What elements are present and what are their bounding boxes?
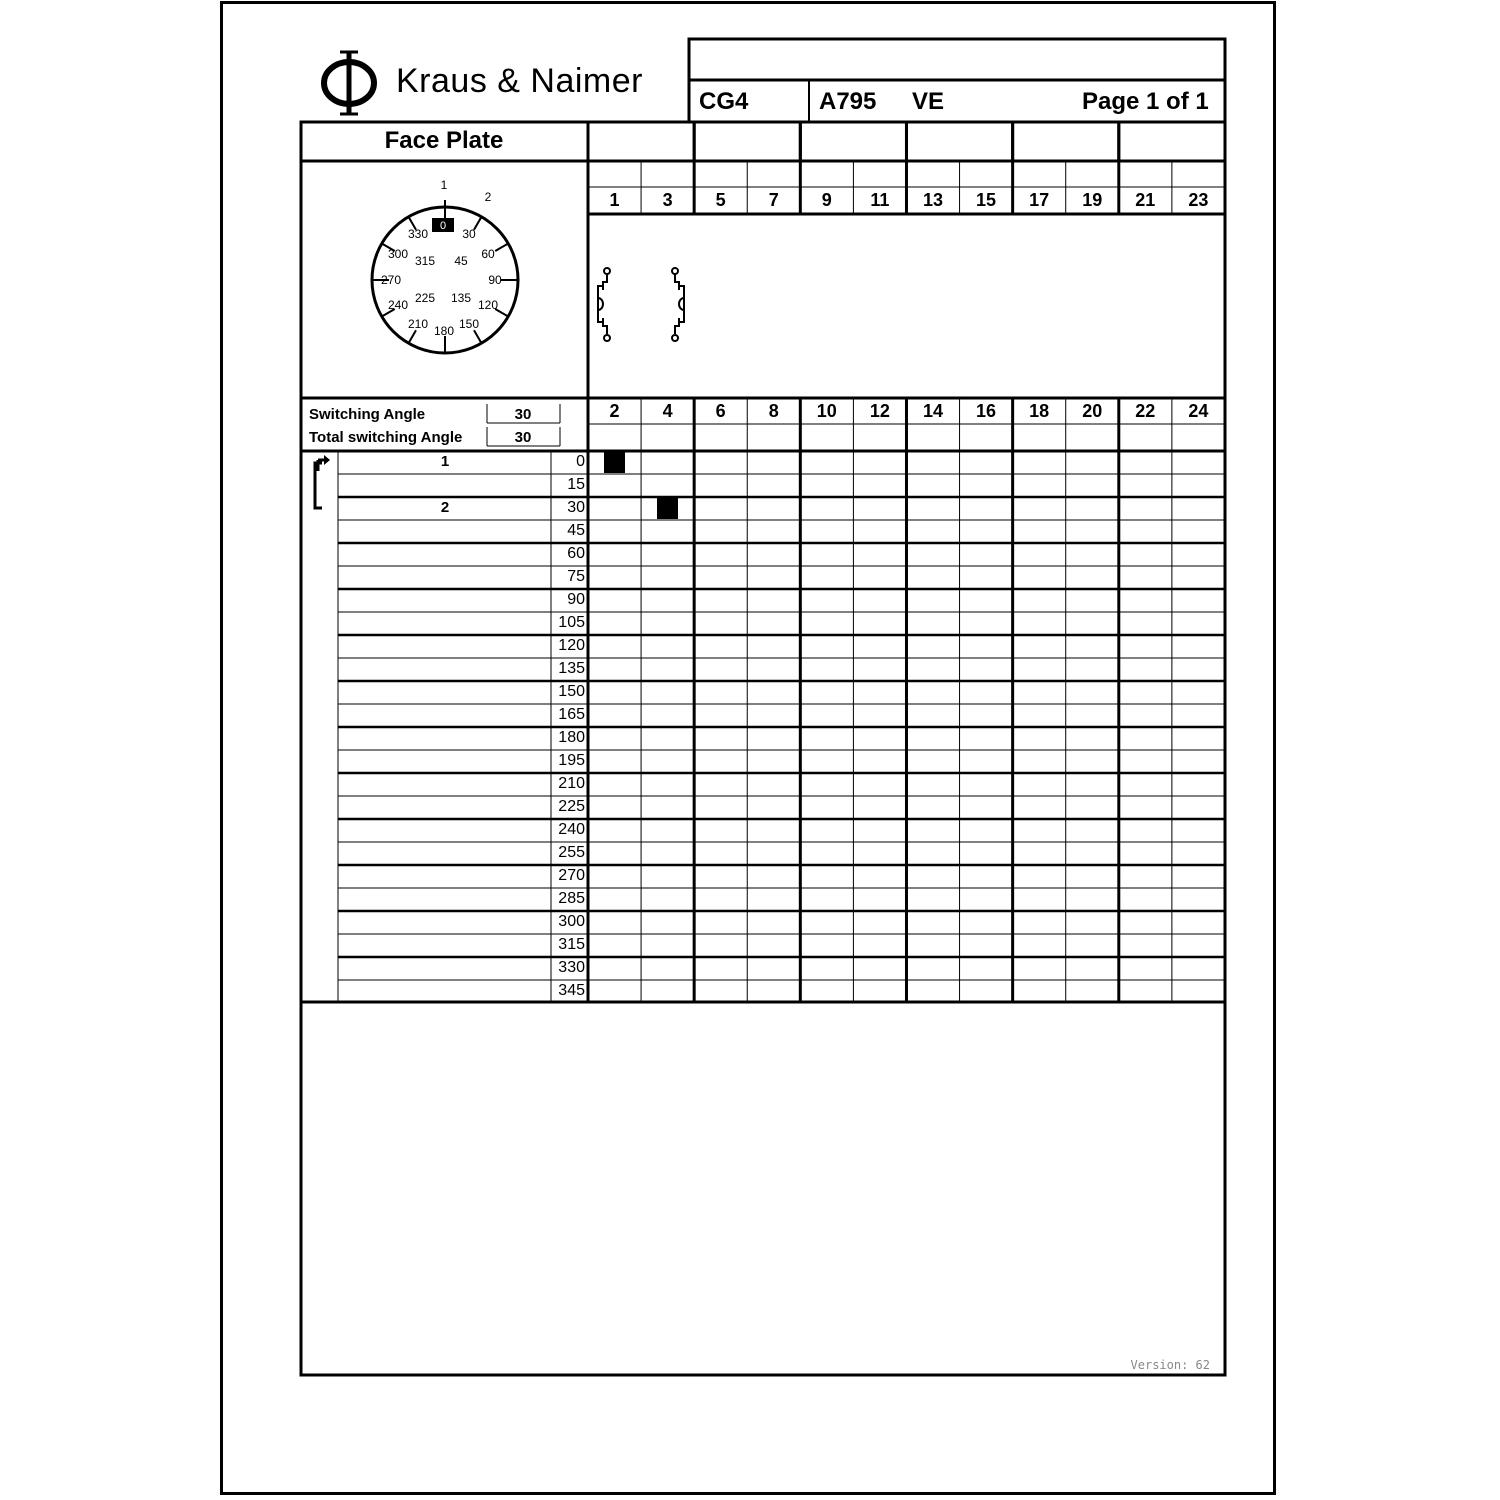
contact-bottom-label: 6 xyxy=(715,401,726,421)
dial-tick xyxy=(495,244,508,252)
contact-top-label: 11 xyxy=(870,190,890,210)
contact-top-label: 9 xyxy=(821,190,832,210)
total-switching-angle-value: 30 xyxy=(514,429,532,446)
position-angle: 30 xyxy=(567,499,585,516)
contact-top-label: 13 xyxy=(922,190,943,210)
position-angle: 135 xyxy=(558,660,585,677)
position-angle: 330 xyxy=(558,959,585,976)
position-angle: 210 xyxy=(558,775,585,792)
version-label: Version: 62 xyxy=(1130,1358,1210,1372)
contact-top-label: 5 xyxy=(715,190,726,210)
position-angle: 315 xyxy=(558,936,585,953)
contact-top-label: 1 xyxy=(609,190,620,210)
position-angle: 60 xyxy=(567,545,585,562)
dial-position-label: 2 xyxy=(484,190,492,204)
contact-bottom-label: 12 xyxy=(869,401,890,421)
dial-angle-label: 300 xyxy=(387,247,409,261)
position-angle: 180 xyxy=(558,729,585,746)
face-plate-title: Face Plate xyxy=(384,127,504,154)
position-angle: 0 xyxy=(576,453,585,470)
dial-tick xyxy=(409,330,417,343)
position-angle: 90 xyxy=(567,591,585,608)
type-code: A795 xyxy=(819,88,877,115)
position-angle: 15 xyxy=(567,476,585,493)
contact-bottom-label: 16 xyxy=(976,401,997,421)
contact-top-label: 3 xyxy=(662,190,673,210)
position-angle: 105 xyxy=(558,614,585,631)
position-angle: 225 xyxy=(558,798,585,815)
contact-top-label: 23 xyxy=(1188,190,1209,210)
position-angle: 300 xyxy=(558,913,585,930)
contact-bottom-label: 22 xyxy=(1135,401,1156,421)
position-angle: 345 xyxy=(558,982,585,999)
total-switching-angle-label: Total switching Angle xyxy=(309,429,463,446)
dial-angle-label: 120 xyxy=(477,298,499,312)
contact-bottom-label: 20 xyxy=(1082,401,1103,421)
contact-bottom-label: 2 xyxy=(609,401,620,421)
position-angle: 165 xyxy=(558,706,585,723)
contact-top-label: 17 xyxy=(1029,190,1050,210)
dial-angle-label: 315 xyxy=(414,254,436,268)
contact-bottom-label: 8 xyxy=(768,401,779,421)
series-code: CG4 xyxy=(699,88,749,115)
dial-angle-label: 240 xyxy=(387,298,409,312)
contact-top-label: 21 xyxy=(1135,190,1156,210)
position-angle: 120 xyxy=(558,637,585,654)
position-angle: 270 xyxy=(558,867,585,884)
position-label: 1 xyxy=(440,453,450,470)
switching-angle-label: Switching Angle xyxy=(309,406,426,423)
dial-angle-label: 135 xyxy=(450,291,472,305)
variant-code: VE xyxy=(912,88,945,115)
dial-tick xyxy=(474,330,482,343)
dial-position-label: 1 xyxy=(440,178,448,192)
dial-center-marker: 0 xyxy=(439,220,447,232)
dial-angle-label: 180 xyxy=(433,324,455,338)
dial-angle-label: 90 xyxy=(488,273,502,287)
kraus-naimer-phi-logo-icon xyxy=(316,48,386,118)
dial-angle-label: 60 xyxy=(481,247,495,261)
dial-angle-label: 330 xyxy=(407,227,429,241)
contact-bottom-label: 4 xyxy=(662,401,673,421)
brand-name: Kraus & Naimer xyxy=(396,62,643,100)
contact-bottom-label: 18 xyxy=(1029,401,1050,421)
face-plate-dial xyxy=(360,170,530,360)
page-indicator: Page 1 of 1 xyxy=(1082,88,1209,115)
contact-top-label: 15 xyxy=(976,190,997,210)
contact-bottom-label: 24 xyxy=(1188,401,1209,421)
dial-angle-label: 45 xyxy=(454,254,468,268)
dial-angle-label: 150 xyxy=(458,317,480,331)
contact-symbols xyxy=(590,262,700,352)
contact-bottom-label: 14 xyxy=(922,401,943,421)
contact-top-label: 7 xyxy=(768,190,779,210)
position-label: 2 xyxy=(440,499,450,516)
closed-contact-mark xyxy=(657,498,678,519)
position-angle: 45 xyxy=(567,522,585,539)
position-angle: 255 xyxy=(558,844,585,861)
dial-angle-label: 270 xyxy=(380,273,402,287)
dial-angle-label: 225 xyxy=(414,291,436,305)
contact-top-label: 19 xyxy=(1082,190,1103,210)
position-angle: 150 xyxy=(558,683,585,700)
dial-angle-label: 30 xyxy=(462,227,476,241)
position-angle: 285 xyxy=(558,890,585,907)
position-angle: 240 xyxy=(558,821,585,838)
position-angle: 195 xyxy=(558,752,585,769)
switching-angle-value: 30 xyxy=(514,406,532,423)
dial-angle-label: 210 xyxy=(407,317,429,331)
closed-contact-mark xyxy=(604,452,625,473)
contact-bottom-label: 10 xyxy=(816,401,837,421)
position-angle: 75 xyxy=(567,568,585,585)
